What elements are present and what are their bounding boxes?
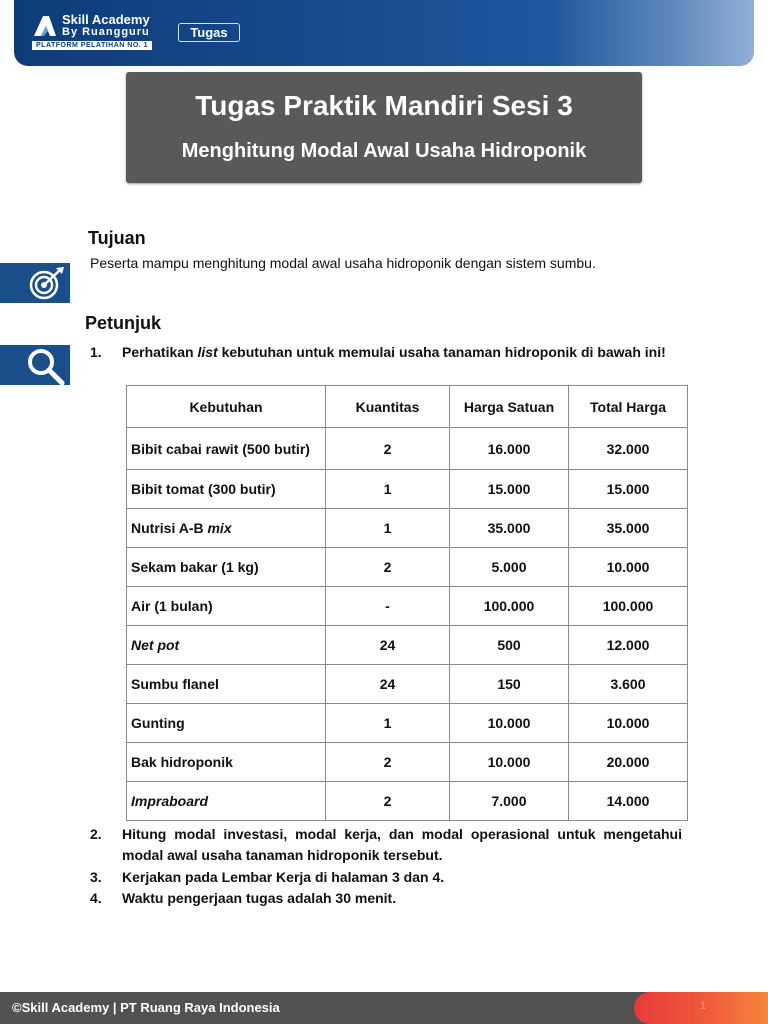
- page-subtitle: Menghitung Modal Awal Usaha Hidroponik: [181, 140, 587, 162]
- item-price: 7.000: [450, 782, 569, 821]
- column-header: Harga Satuan: [450, 386, 569, 428]
- item-qty: 1: [326, 509, 450, 548]
- list-item: [90, 342, 682, 384]
- item-name: Nutrisi A-B mix: [127, 509, 326, 548]
- item-price: 150: [450, 665, 569, 704]
- column-header: Kuantitas: [326, 386, 450, 428]
- list-text: Waktu pengerjaan tugas adalah 30 menit.: [122, 890, 397, 906]
- table-row: [127, 704, 688, 743]
- item-qty: 2: [326, 782, 450, 821]
- item-name: Bak hidroponik: [127, 743, 326, 782]
- item-name: Sumbu flanel: [127, 665, 326, 704]
- brand-subname: By Ruangguru: [62, 26, 150, 38]
- list-item: [90, 867, 682, 888]
- item-total: 10.000: [569, 548, 688, 587]
- brand-name: Skill Academy: [62, 12, 150, 27]
- search-icon: [26, 347, 66, 385]
- table-header-row: [127, 386, 688, 428]
- item-qty: -: [326, 587, 450, 626]
- table-row: [127, 428, 688, 470]
- item-name: Gunting: [127, 704, 326, 743]
- item-total: 14.000: [569, 782, 688, 821]
- target-icon: [26, 265, 66, 301]
- header-decoration: [554, 0, 754, 66]
- item-price: 35.000: [450, 509, 569, 548]
- item-price: 500: [450, 626, 569, 665]
- item-total: 100.000: [569, 587, 688, 626]
- item-price: 10.000: [450, 743, 569, 782]
- requirements-table: [126, 385, 688, 821]
- item-price: 16.000: [450, 428, 569, 470]
- item-total: 32.000: [569, 428, 688, 470]
- column-header: Total Harga: [569, 386, 688, 428]
- table-row: [127, 548, 688, 587]
- item-name: Impraboard: [127, 782, 326, 821]
- item-total: 35.000: [569, 509, 688, 548]
- table-row: [127, 782, 688, 821]
- skill-academy-logo-icon: [32, 14, 58, 38]
- item-price: 5.000: [450, 548, 569, 587]
- tujuan-side-tab: [0, 263, 70, 303]
- title-box: [126, 72, 642, 183]
- item-total: 15.000: [569, 470, 688, 509]
- item-qty: 24: [326, 665, 450, 704]
- item-name: Net pot: [127, 626, 326, 665]
- petunjuk-side-tab: [0, 345, 70, 385]
- item-price: 15.000: [450, 470, 569, 509]
- header-banner: [14, 0, 754, 66]
- item-qty: 1: [326, 470, 450, 509]
- list-number: 1.: [90, 344, 102, 360]
- list-number: 2.: [90, 826, 102, 842]
- list-item: [90, 824, 682, 866]
- list-number: 4.: [90, 890, 102, 906]
- list-item: [90, 888, 682, 909]
- table-row: [127, 626, 688, 665]
- list-text: Perhatikan list kebutuhan untuk memulai usaha tanaman hidroponik di bawah ini!: [122, 344, 666, 360]
- item-name: Bibit tomat (300 butir): [127, 470, 326, 509]
- item-qty: 24: [326, 626, 450, 665]
- table-row: [127, 743, 688, 782]
- item-name: Sekam bakar (1 kg): [127, 548, 326, 587]
- item-price: 100.000: [450, 587, 569, 626]
- list-number: 3.: [90, 869, 102, 885]
- item-total: 10.000: [569, 704, 688, 743]
- table-row: [127, 470, 688, 509]
- table-row: [127, 509, 688, 548]
- item-total: 20.000: [569, 743, 688, 782]
- page-title: Tugas Praktik Mandiri Sesi 3: [195, 90, 573, 121]
- item-qty: 2: [326, 548, 450, 587]
- item-qty: 1: [326, 704, 450, 743]
- item-total: 3.600: [569, 665, 688, 704]
- petunjuk-heading: Petunjuk: [85, 313, 162, 333]
- item-qty: 2: [326, 743, 450, 782]
- brand-tagline: PLATFORM PELATIHAN NO. 1: [32, 41, 152, 50]
- item-name: Bibit cabai rawit (500 butir): [127, 428, 326, 470]
- table-row: [127, 665, 688, 704]
- table-row: [127, 587, 688, 626]
- list-text: Kerjakan pada Lembar Kerja di halaman 3 dan 4.: [122, 869, 445, 885]
- item-total: 12.000: [569, 626, 688, 665]
- tujuan-text: Peserta mampu menghitung modal awal usaha hidroponik dengan sistem sumbu.: [90, 255, 596, 271]
- page-number: 1: [699, 1000, 706, 1012]
- item-qty: 2: [326, 428, 450, 470]
- item-price: 10.000: [450, 704, 569, 743]
- tujuan-heading: Tujuan: [88, 228, 146, 248]
- list-text: Hitung modal investasi, modal kerja, dan modal operasional untuk mengetahui modal awal usaha tanaman hidroponik tersebut.: [122, 826, 682, 863]
- section-tag: Tugas: [178, 23, 240, 42]
- footer: [0, 992, 768, 1024]
- item-name: Air (1 bulan): [127, 587, 326, 626]
- footer-copyright: ©Skill Academy | PT Ruang Raya Indonesia: [12, 1000, 280, 1015]
- column-header: Kebutuhan: [127, 386, 326, 428]
